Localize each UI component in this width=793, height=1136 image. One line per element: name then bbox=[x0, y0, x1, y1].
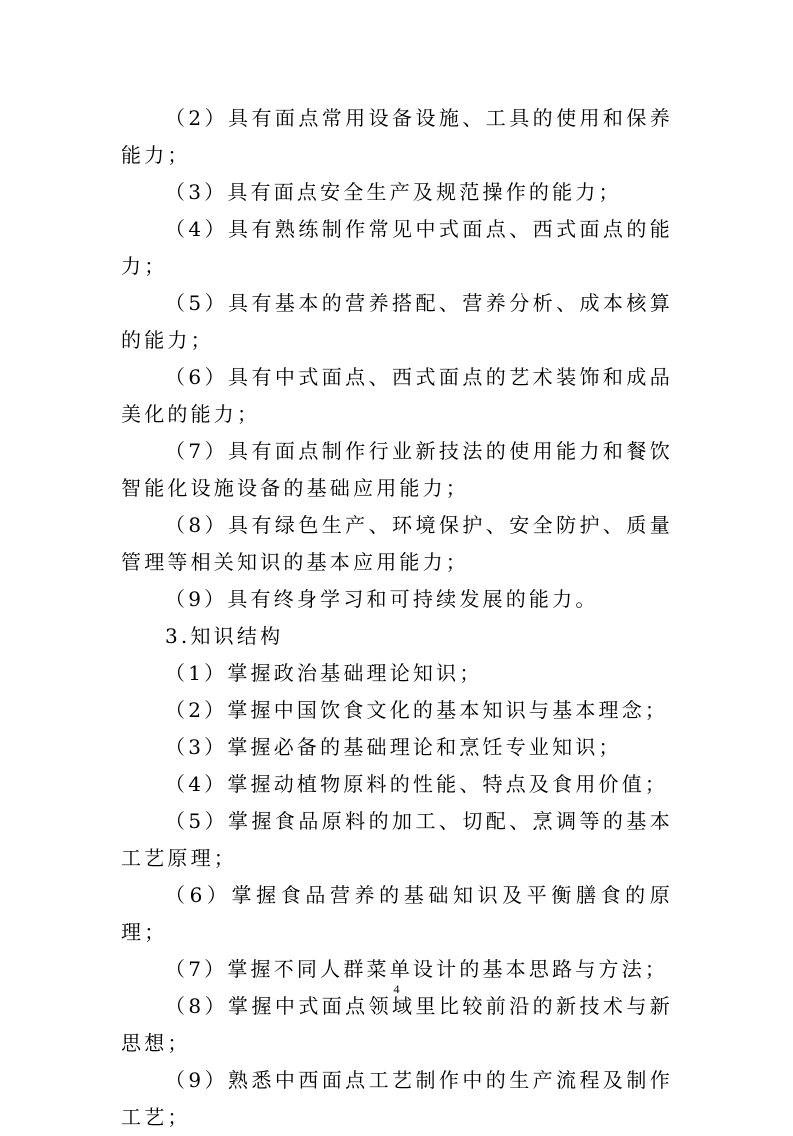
paragraph-knowledge-3: （3）掌握必备的基础理论和烹饪专业知识； bbox=[165, 735, 622, 759]
paragraph-knowledge-6: （6）掌握食品营养的基础知识及平衡膳食的原理； bbox=[121, 883, 673, 944]
paragraph-ability-3: （3）具有面点安全生产及规范操作的能力； bbox=[165, 180, 622, 204]
paragraph-knowledge-8: （8）掌握中式面点领域里比较前沿的新技术与新思想； bbox=[121, 994, 673, 1055]
paragraph-knowledge-5: （5）掌握食品原料的加工、切配、烹调等的基本工艺原理； bbox=[121, 809, 673, 870]
paragraph-knowledge-1: （1）掌握政治基础理论知识； bbox=[165, 661, 483, 685]
paragraph-ability-9: （9）具有终身学习和可持续发展的能力。 bbox=[165, 587, 599, 611]
paragraph-knowledge-7: （7）掌握不同人群菜单设计的基本思路与方法； bbox=[165, 957, 669, 981]
paragraph-ability-6: （6）具有中式面点、西式面点的艺术装饰和成品美化的能力； bbox=[121, 365, 673, 426]
section-heading-knowledge-structure: 3.知识结构 bbox=[165, 624, 284, 648]
page-number: 4 bbox=[393, 982, 400, 996]
paragraph-knowledge-9: （9）熟悉中西面点工艺制作中的生产流程及制作工艺； bbox=[121, 1068, 673, 1129]
paragraph-knowledge-4: （4）掌握动植物原料的性能、特点及食用价值； bbox=[165, 772, 669, 796]
paragraph-ability-8: （8）具有绿色生产、环境保护、安全防护、质量管理等相关知识的基本应用能力； bbox=[121, 513, 673, 574]
paragraph-ability-7: （7）具有面点制作行业新技法的使用能力和餐饮智能化设施设备的基础应用能力； bbox=[121, 439, 673, 500]
body-text bbox=[121, 100, 673, 1136]
paragraph-ability-4: （4）具有熟练制作常见中式面点、西式面点的能力； bbox=[121, 217, 673, 278]
paragraph-ability-2: （2）具有面点常用设备设施、工具的使用和保养能力； bbox=[121, 106, 673, 167]
paragraph-knowledge-2: （2）掌握中国饮食文化的基本知识与基本理念； bbox=[165, 698, 669, 722]
paragraph-ability-5: （5）具有基本的营养搭配、营养分析、成本核算的能力； bbox=[121, 291, 673, 352]
